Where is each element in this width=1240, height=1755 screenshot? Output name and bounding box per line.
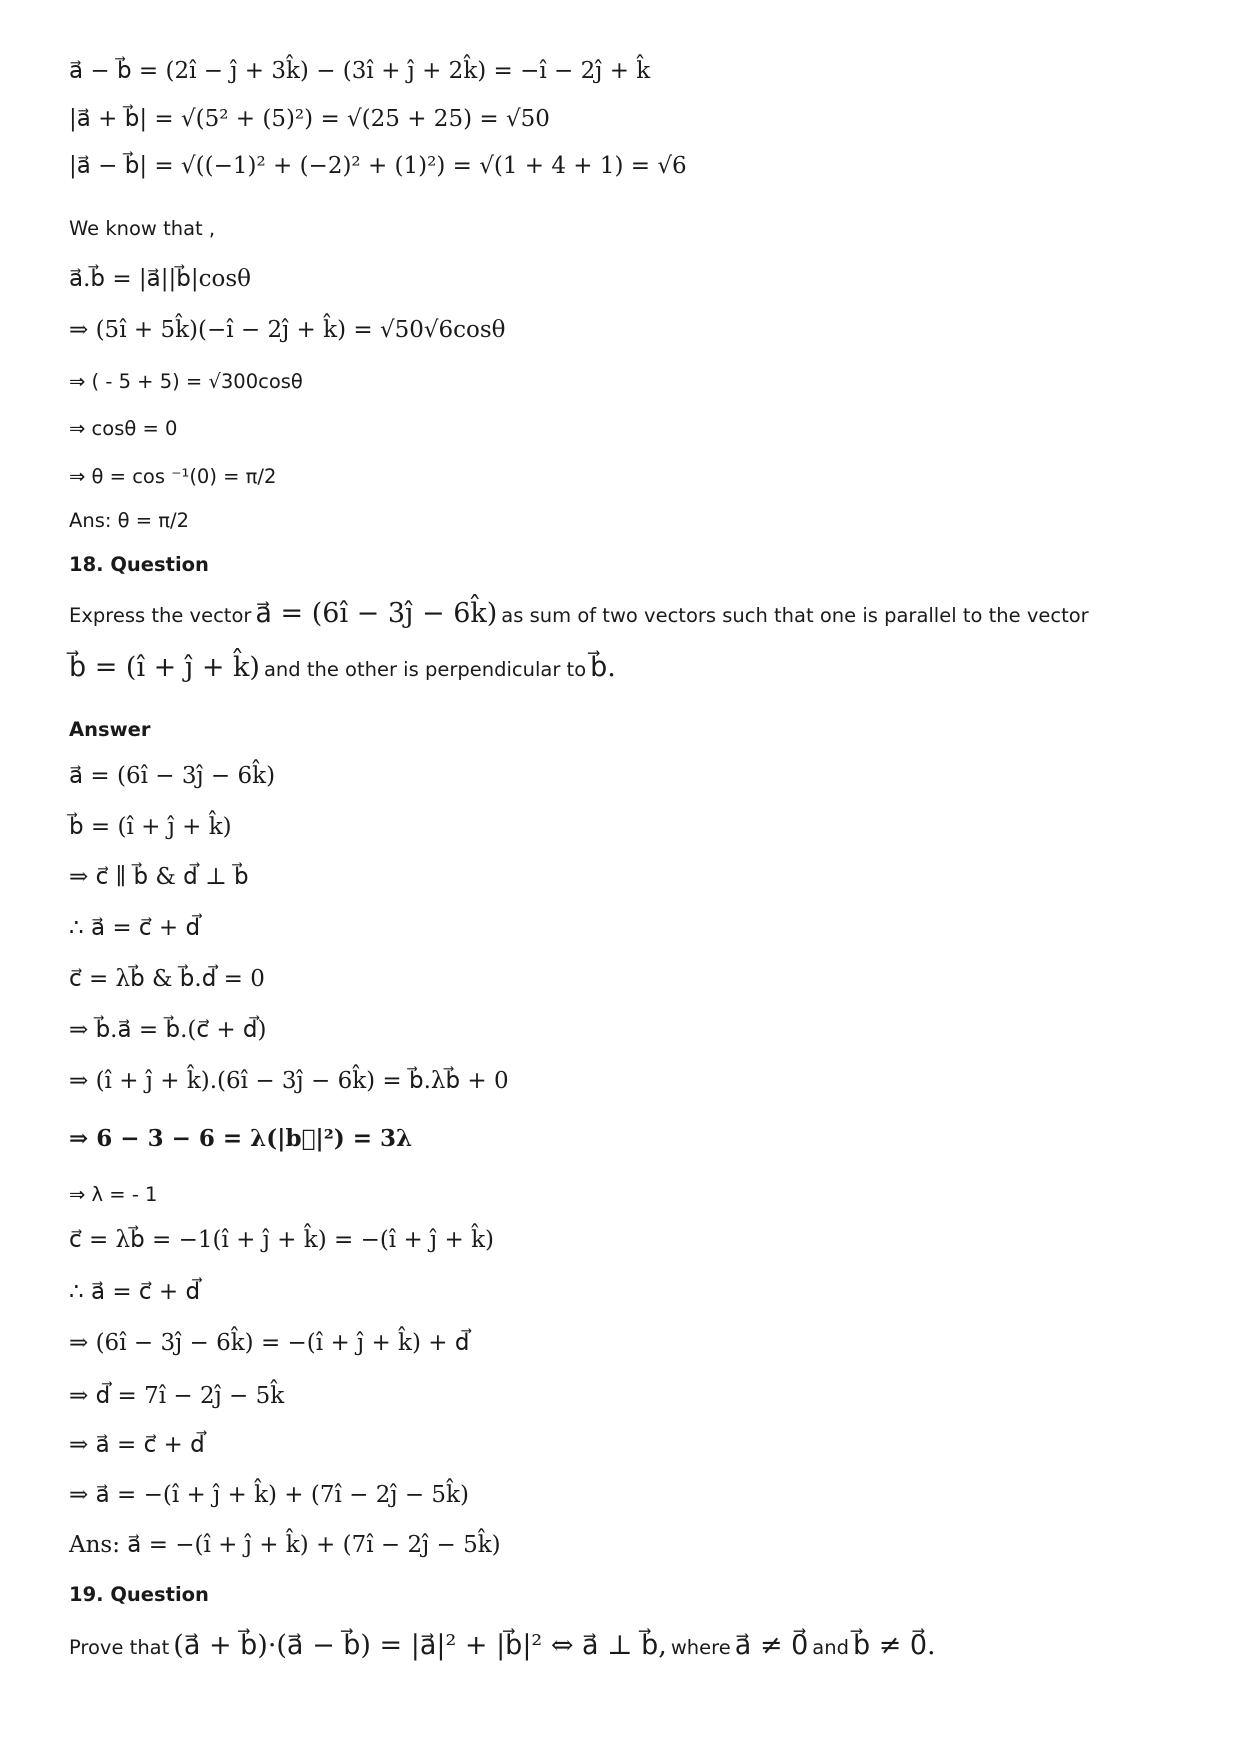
- solution-line: c⃗ = λb⃗ = −1(î + ĵ + k̂) = −(î + ĵ + k̂): [69, 1227, 494, 1253]
- step-simplify: ⇒ ( - 5 + 5) = √300cosθ: [69, 370, 303, 393]
- question-18-statement-line-1: [69, 598, 1089, 629]
- vector-a-expression: a⃗ = (6î − 3ĵ − 6k̂): [255, 598, 498, 629]
- difference-magnitude-expression: |a⃗ − b⃗| = √((−1)² + (−2)² + (1)²) = √(1 + 4 + 1) = √6: [69, 153, 687, 179]
- solution-line: ⇒ d⃗ = 7î − 2ĵ − 5k̂: [69, 1383, 285, 1409]
- statement-text-a: Prove that: [69, 1636, 170, 1659]
- statement-text-c: and: [812, 1636, 849, 1659]
- b-nonzero-expression: b⃗ ≠ 0⃗.: [852, 1630, 936, 1661]
- statement-text-a: Express the vector: [69, 604, 252, 627]
- step-theta: ⇒ θ = cos ⁻¹(0) = π/2: [69, 465, 277, 488]
- answer-label: Answer: [69, 718, 151, 741]
- step-substitution: ⇒ (5î + 5k̂)(−î − 2ĵ + k̂) = √50√6cosθ: [69, 317, 506, 343]
- identity-expression: (a⃗ + b⃗)·(a⃗ − b⃗) = |a⃗|² + |b⃗|² ⇔ a⃗ ⊥ b⃗,: [173, 1630, 667, 1661]
- solution-line: ⇒ a⃗ = −(î + ĵ + k̂) + (7î − 2ĵ − 5k̂): [69, 1482, 469, 1508]
- question-18-statement-line-2: [69, 652, 616, 683]
- statement-text-c: and the other is perpendicular to: [263, 658, 587, 681]
- solution-line: a⃗ = (6î − 3ĵ − 6k̂): [69, 763, 276, 789]
- difference-expression: a⃗ − b⃗ = (2î − ĵ + 3k̂) − (3î + ĵ + 2k̂) = −î − 2ĵ + k̂: [69, 58, 651, 84]
- solution-line: ⇒ c⃗ ∥ b⃗ & d⃗ ⊥ b⃗: [69, 864, 249, 890]
- question-19-statement: [69, 1630, 936, 1661]
- solution-answer-line: Ans: a⃗ = −(î + ĵ + k̂) + (7î − 2ĵ − 5k̂): [69, 1532, 501, 1558]
- answer-theta: Ans: θ = π/2: [69, 509, 190, 532]
- question-18-heading: 18. Question: [69, 553, 209, 576]
- solution-line: ⇒ 6 − 3 − 6 = λ(|b⃗|²) = 3λ: [69, 1125, 413, 1152]
- solution-line: ∴ a⃗ = c⃗ + d⃗: [69, 915, 201, 941]
- a-nonzero-expression: a⃗ ≠ 0⃗: [734, 1630, 809, 1661]
- solution-line: ⇒ a⃗ = c⃗ + d⃗: [69, 1432, 205, 1458]
- solution-line: ∴ a⃗ = c⃗ + d⃗: [69, 1279, 201, 1305]
- dot-product-definition: a⃗.b⃗ = |a⃗||b⃗|cosθ: [69, 266, 251, 292]
- solution-line: c⃗ = λb⃗ & b⃗.d⃗ = 0: [69, 966, 265, 992]
- we-know-text: We know that ,: [69, 217, 216, 240]
- sum-magnitude-expression: |a⃗ + b⃗| = √(5² + (5)²) = √(25 + 25) = √50: [69, 106, 550, 132]
- solution-line: ⇒ b⃗.a⃗ = b⃗.(c⃗ + d⃗): [69, 1017, 267, 1043]
- vector-b-expression: b⃗ = (î + ĵ + k̂): [69, 652, 260, 683]
- solution-line: ⇒ (6î − 3ĵ − 6k̂) = −(î + ĵ + k̂) + d⃗: [69, 1330, 470, 1356]
- step-cos-zero: ⇒ cosθ = 0: [69, 417, 178, 440]
- vector-b-symbol: b⃗.: [590, 652, 616, 683]
- solution-line: ⇒ λ = - 1: [69, 1183, 158, 1206]
- statement-text-b: where: [670, 1636, 731, 1659]
- statement-text-b: as sum of two vectors such that one is parallel to the vector: [501, 604, 1089, 627]
- question-19-heading: 19. Question: [69, 1583, 209, 1606]
- solution-line: ⇒ (î + ĵ + k̂).(6î − 3ĵ − 6k̂) = b⃗.λb⃗ + 0: [69, 1068, 509, 1094]
- solution-line: b⃗ = (î + ĵ + k̂): [69, 814, 232, 840]
